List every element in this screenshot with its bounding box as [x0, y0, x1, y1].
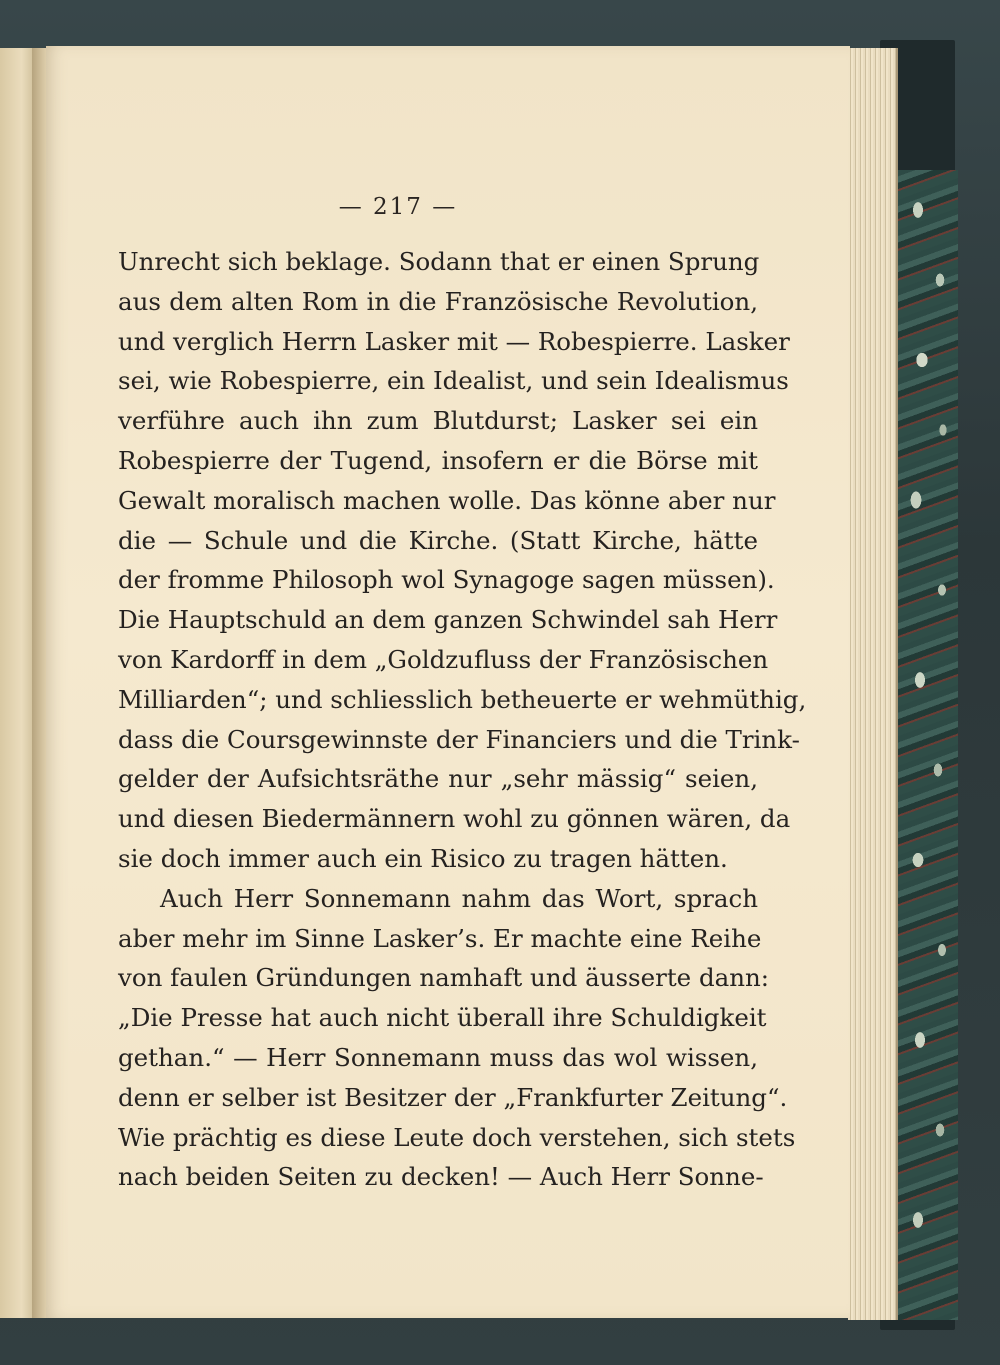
- text-line: sie doch immer auch ein Risico zu tragen hätten.: [118, 843, 728, 873]
- book-page: [46, 46, 850, 1318]
- text-line: aus dem alten Rom in die Französische Revolution,: [118, 286, 758, 316]
- text-line: Gewalt moralisch machen wolle. Das könne aber nur: [118, 485, 776, 515]
- marbled-endpaper: [897, 170, 958, 1320]
- text-line: sei, wie Robespierre, ein Idealist, und sein Idealismus: [118, 366, 789, 396]
- text-line: „Die Presse hat auch nicht überall ihre Schuldigkeit: [118, 1003, 767, 1033]
- text-line: von faulen Gründungen namhaft und äusserte dann:: [118, 963, 770, 993]
- text-line: nach beiden Seiten zu decken! — Auch Herr Sonne-: [118, 1162, 764, 1192]
- text-line: Auch Herr Sonnemann nahm das Wort, sprach: [160, 883, 758, 913]
- text-line: Robespierre der Tugend, insofern er die Börse mit: [118, 445, 758, 475]
- text-line: aber mehr im Sinne Lasker’s. Er machte eine Reihe: [118, 923, 762, 953]
- text-line: dass die Coursgewinnste der Financiers und die Trink-: [118, 724, 800, 754]
- text-line: Milliarden“; und schliesslich betheuerte er wehmüthig,: [118, 684, 807, 714]
- text-line: von Kardorff in dem „Goldzufluss der Französischen: [118, 644, 769, 674]
- text-line: verführe auch ihn zum Blutdurst; Lasker sei ein: [118, 406, 758, 436]
- text-line: und verglich Herrn Lasker mit — Robespierre. Lasker: [118, 326, 790, 356]
- text-line: gethan.“ — Herr Sonnemann muss das wol wissen,: [118, 1042, 758, 1072]
- page-stack-edge: [848, 48, 898, 1320]
- text-line: Unrecht sich beklage. Sodann that er einen Sprung: [118, 247, 760, 276]
- text-line: denn er selber ist Besitzer der „Frankfurter Zeitung“.: [118, 1082, 788, 1112]
- text-line: Wie prächtig es diese Leute doch verstehen, sich stets: [118, 1122, 796, 1152]
- body-text: [118, 242, 807, 1197]
- text-line: Die Hauptschuld an dem ganzen Schwindel sah Herr: [118, 605, 778, 635]
- text-line: gelder der Aufsichtsräthe nur „sehr mässig“ seien,: [118, 764, 758, 794]
- text-line: der fromme Philosoph wol Synagoge sagen müssen).: [118, 565, 775, 595]
- facing-page-edge: [0, 48, 36, 1318]
- page-number: — 217 —: [338, 194, 458, 220]
- text-line: die — Schule und die Kirche. (Statt Kirche, hätte: [118, 525, 758, 555]
- text-line: und diesen Biedermännern wohl zu gönnen wären, da: [118, 804, 791, 834]
